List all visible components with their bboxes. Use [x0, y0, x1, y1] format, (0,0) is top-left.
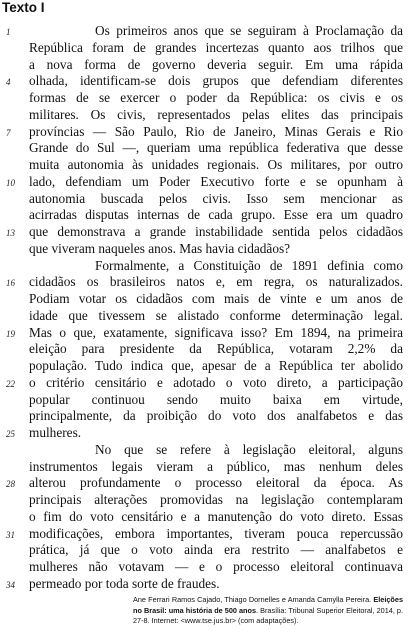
- text-line: [0, 559, 408, 576]
- line-text: República foram de grandes incertezas quanto aos trilhos que: [29, 39, 403, 55]
- line-number: 13: [6, 228, 15, 238]
- line-text: lado, defendiam um Poder Executivo forte e se opunham à: [29, 173, 403, 189]
- text-line: [0, 90, 408, 107]
- text-line: [0, 40, 408, 57]
- text-line: [0, 23, 408, 40]
- line-text: popular continuou sendo muito baixa em virtude,: [29, 391, 403, 407]
- text-line: [0, 207, 408, 224]
- line-number: 31: [6, 529, 15, 540]
- line-text: prática, já que o voto ainda era restrito — analfabetos e: [29, 542, 403, 558]
- text-line: [0, 191, 408, 208]
- line-text: militares. Os civis, representados pelas elites das principais: [29, 106, 403, 122]
- line-text: a nova forma de governo deveria seguir. Em uma rápida: [29, 56, 403, 72]
- line-text: que viveram naqueles anos. Mas havia cidadãos?: [29, 240, 291, 256]
- source-publication: . Brasília: Tribunal Superior Eleitoral, 2014, p. 27-8. Internet: <www.tse.jus.br> (com adaptações).: [133, 605, 404, 625]
- text-line: [0, 224, 408, 241]
- text-line: [0, 526, 408, 543]
- text-line: [0, 274, 408, 291]
- text-title: Texto I: [2, 0, 45, 15]
- text-line: [0, 358, 408, 375]
- line-text: instrumentos legais vieram a público, mas nenhum deles: [29, 458, 403, 474]
- line-text: principais alterações promovidas na legislação contemplaram: [29, 492, 403, 507]
- line-number: 16: [6, 278, 15, 289]
- text-line: [0, 157, 408, 174]
- line-number: 22: [6, 378, 15, 389]
- line-text: cidadãos os brasileiros natos e, em regra, os naturalizados.: [29, 274, 403, 290]
- line-number: 34: [6, 579, 15, 590]
- text-line: [0, 325, 408, 342]
- text-line: [0, 107, 408, 124]
- line-text: mulheres.: [29, 425, 82, 440]
- text-line: [0, 576, 408, 593]
- text-line: [0, 459, 408, 476]
- text-line: [0, 341, 408, 358]
- line-text: olhada, identificam-se dois grupos que defendiam diferentes: [29, 73, 403, 89]
- text-body: [0, 23, 408, 593]
- text-line: [0, 408, 408, 425]
- line-text: modificações, embora importantes, tiveram pouca repercussão: [29, 525, 403, 541]
- line-text: principalmente, da proibição do voto dos analfabetos e das: [29, 408, 403, 424]
- line-text: Podiam votar os cidadãos com mais de vinte e um anos de: [29, 291, 403, 306]
- line-text: população. Tudo indica que, apesar de a República ter abolido: [29, 358, 403, 373]
- line-text: que demonstrava a grande instabilidade sentida pelos cidadãos: [29, 224, 403, 239]
- line-text: permeado por toda sorte de fraudes.: [29, 575, 220, 591]
- line-text: autonomia buscada pelos civis. Isso sem mencionar as: [29, 190, 403, 206]
- text-line: [0, 258, 408, 275]
- text-line: [0, 375, 408, 392]
- text-line: [0, 442, 408, 459]
- source-book-title: Eleições no Brasil: uma história de 500 anos: [133, 595, 404, 615]
- text-line: [0, 392, 408, 409]
- text-line: [0, 425, 408, 442]
- line-text: muita autonomia às unidades regionais. Os militares, por outro: [29, 157, 403, 172]
- line-number: 1: [6, 27, 11, 37]
- line-text: No que se refere à legislação eleitoral, alguns: [95, 441, 403, 457]
- text-line: [0, 140, 408, 157]
- line-text: formas de se exercer o poder da República: os civis e os: [29, 90, 403, 105]
- line-text: o critério censitário e adotado o voto direto, a participação: [29, 374, 403, 390]
- text-line: [0, 124, 408, 141]
- line-text: Os primeiros anos que se seguiram à Proclamação da: [95, 23, 403, 38]
- text-line: [0, 542, 408, 559]
- line-text: províncias — São Paulo, Rio de Janeiro, Minas Gerais e Rio: [29, 123, 403, 139]
- line-number: 25: [6, 429, 15, 439]
- source-authors: Ane Ferrari Ramos Cajado, Thiago Dornelles e Amanda Camylla Pereira.: [133, 595, 372, 604]
- line-text: acirradas disputas internas de cada grupo. Esse era um quadro: [29, 207, 403, 223]
- line-text: Formalmente, a Constituição de 1891 definia como: [95, 257, 403, 273]
- line-number: 4: [6, 77, 11, 88]
- line-text: mulheres não votavam — e o processo eleitoral continuava: [29, 559, 403, 574]
- text-line: [0, 174, 408, 191]
- line-number: 7: [6, 127, 11, 138]
- text-line: [0, 475, 408, 492]
- line-text: Grande do Sul —, queriam uma república federativa que desse: [29, 140, 403, 156]
- text-line: [0, 73, 408, 90]
- source-citation: [133, 595, 403, 627]
- text-line: [0, 308, 408, 325]
- text-line: [0, 291, 408, 308]
- line-text: alterou profundamente o processo eleitoral da época. As: [29, 475, 403, 491]
- text-line: [0, 509, 408, 526]
- text-line: [0, 57, 408, 74]
- line-text: idade que tivessem se alistado conforme determinação legal.: [29, 307, 403, 323]
- line-number: 10: [6, 177, 15, 188]
- line-text: eleição para presidente da República, votaram 2,2% da: [29, 341, 403, 357]
- text-line: [0, 241, 408, 258]
- line-text: Mas o que, exatamente, significava isso? Em 1894, na primeira: [29, 324, 403, 340]
- line-number: 28: [6, 479, 15, 490]
- line-number: 19: [6, 328, 15, 339]
- line-text: o fim do voto censitário e a manutenção do voto direto. Essas: [29, 508, 403, 524]
- text-line: [0, 492, 408, 509]
